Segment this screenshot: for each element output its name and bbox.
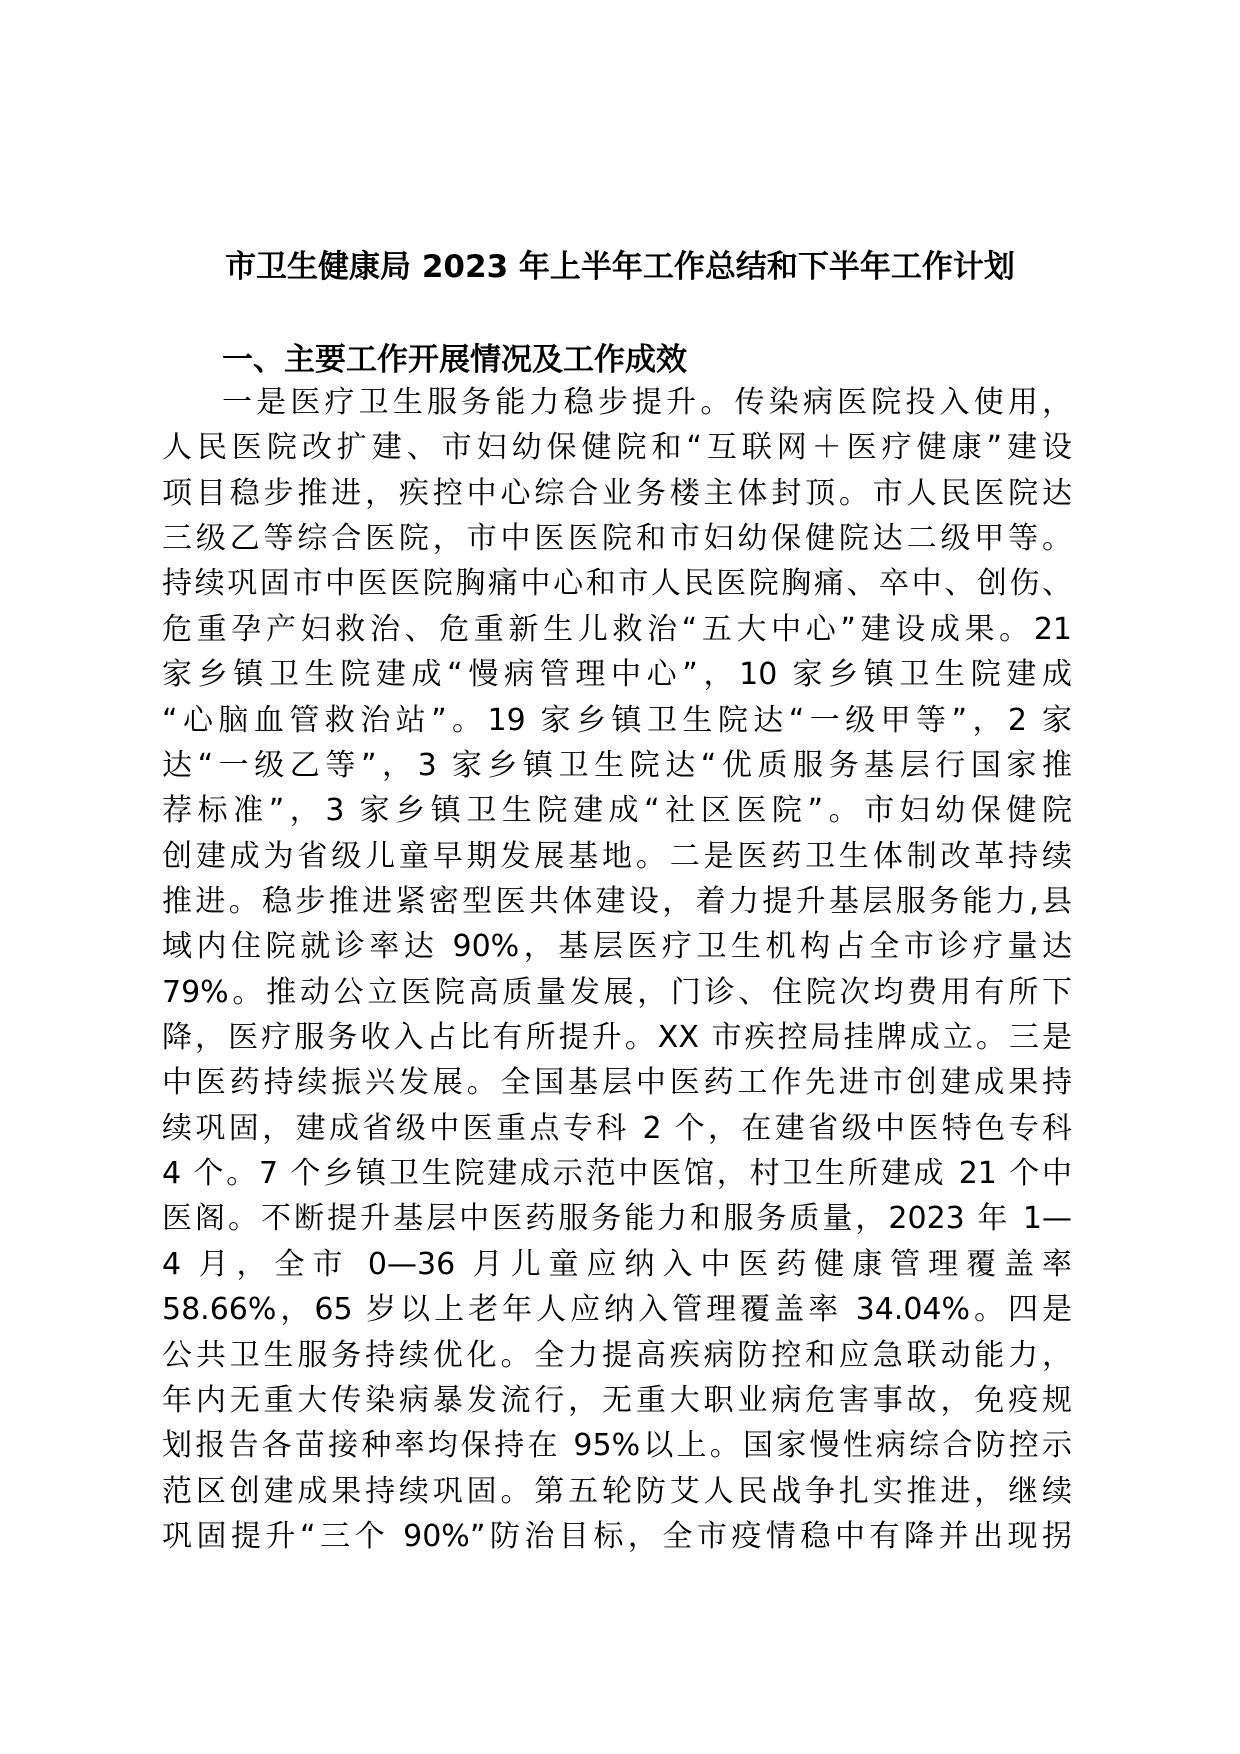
paragraph-line: 4 月，全市 0—36 月儿童应纳入中医药健康管理覆盖率	[162, 1246, 1072, 1282]
paragraph-line: 三级乙等综合医院，市中医医院和市妇幼保健院达二级甲等。	[162, 521, 1072, 557]
paragraph-line: 一是医疗卫生服务能力稳步提升。传染病医院投入使用，	[222, 385, 1072, 420]
paragraph-line: 人民医院改扩建、市妇幼保健院和“互联网＋医疗健康”建设	[162, 430, 1072, 466]
document-title: 市卫生健康局 2023 年上半年工作总结和下半年工作计划	[225, 249, 1015, 285]
paragraph-line: 推进。稳步推进紧密型医共体建设，着力提升基层服务能力,县	[162, 883, 1072, 919]
paragraph-line: 范区创建成果持续巩固。第五轮防艾人民战争扎实推进，继续	[162, 1473, 1072, 1509]
paragraph-line: 4 个。7 个乡镇卫生院建成示范中医馆，村卫生所建成 21 个中	[162, 1156, 1072, 1192]
paragraph-line: 58.66%，65 岁以上老年人应纳入管理覆盖率 34.04%。四是	[162, 1292, 1072, 1328]
paragraph-line: 降，医疗服务收入占比有所提升。XX 市疾控局挂牌成立。三是	[162, 1020, 1072, 1056]
paragraph-line: 创建成为省级儿童早期发展基地。二是医药卫生体制改革持续	[162, 838, 1072, 874]
paragraph-line: 年内无重大传染病暴发流行，无重大职业病危害事故，免疫规	[162, 1382, 1072, 1418]
paragraph-line: 项目稳步推进，疾控中心综合业务楼主体封顶。市人民医院达	[162, 475, 1072, 511]
paragraph-line: 中医药持续振兴发展。全国基层中医药工作先进市创建成果持	[162, 1065, 1072, 1101]
section-heading: 一、主要工作开展情况及工作成效	[222, 342, 687, 378]
paragraph-line: 域内住院就诊率达 90%，基层医疗卫生机构占全市诊疗量达	[162, 929, 1072, 965]
paragraph-line: 持续巩固市中医医院胸痛中心和市人民医院胸痛、卒中、创伤、	[162, 566, 1072, 602]
paragraph-line: 荐标准”，3 家乡镇卫生院建成“社区医院”。市妇幼保健院	[162, 793, 1072, 829]
paragraph-line: 公共卫生服务持续优化。全力提高疾病防控和应急联动能力，	[162, 1337, 1072, 1373]
paragraph-line: “心脑血管救治站”。19 家乡镇卫生院达“一级甲等”，2 家	[162, 702, 1072, 738]
paragraph-line: 危重孕产妇救治、危重新生儿救治“五大中心”建设成果。21	[162, 611, 1072, 647]
paragraph-line: 达“一级乙等”，3 家乡镇卫生院达“优质服务基层行国家推	[162, 747, 1072, 783]
paragraph-line: 巩固提升“三个 90%”防治目标，全市疫情稳中有降并出现拐	[162, 1518, 1072, 1554]
paragraph-line: 划报告各苗接种率均保持在 95%以上。国家慢性病综合防控示	[162, 1428, 1072, 1464]
paragraph-line: 医阁。不断提升基层中医药服务能力和服务质量，2023 年 1—	[162, 1201, 1072, 1237]
paragraph-line: 续巩固，建成省级中医重点专科 2 个，在建省级中医特色专科	[162, 1110, 1072, 1146]
paragraph-line: 79%。推动公立医院高质量发展，门诊、住院次均费用有所下	[162, 974, 1072, 1010]
paragraph-line: 家乡镇卫生院建成“慢病管理中心”，10 家乡镇卫生院建成	[162, 657, 1072, 693]
body-paragraph	[162, 380, 1072, 1559]
